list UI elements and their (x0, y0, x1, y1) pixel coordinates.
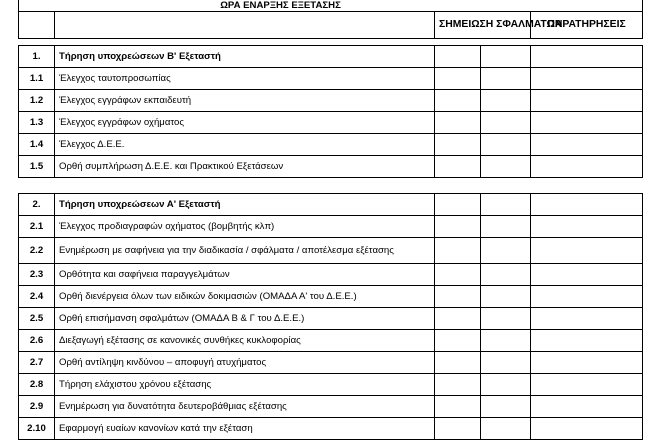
table-row (19, 112, 643, 134)
remarks-cell[interactable] (531, 396, 643, 418)
error-cell[interactable] (481, 112, 531, 134)
remarks-cell[interactable] (531, 418, 643, 440)
table-row (19, 90, 643, 112)
item-number: 1.4 (19, 134, 55, 156)
error-cell[interactable] (435, 396, 481, 418)
item-number: 2.10 (19, 418, 55, 440)
error-cell[interactable] (435, 134, 481, 156)
header-columns-row (19, 12, 643, 39)
table-row (19, 418, 643, 440)
item-number: 1.5 (19, 156, 55, 178)
item-text: Έλεγχος Δ.Ε.Ε. (55, 134, 435, 156)
error-cell[interactable] (481, 68, 531, 90)
item-number: 2.5 (19, 308, 55, 330)
item-number: 2.3 (19, 264, 55, 286)
error-cell[interactable] (481, 396, 531, 418)
remarks-cell[interactable] (531, 216, 643, 238)
item-text: Έλεγχος ταυτοπροσωπίας (55, 68, 435, 90)
error-cell[interactable] (435, 374, 481, 396)
error-cell[interactable] (435, 264, 481, 286)
remarks-column-header: ΠΑΡΑΤΗΡΗΣΕΙΣ (531, 12, 643, 39)
error-cell[interactable] (435, 68, 481, 90)
error-cell[interactable] (435, 112, 481, 134)
item-text: Ορθή επισήμανση σφαλμάτων (ΟΜΑΔΑ Β & Γ του Δ.Ε.Ε.) (55, 308, 435, 330)
table-row (19, 156, 643, 178)
form-header-table (18, 0, 643, 39)
item-number: 2.4 (19, 286, 55, 308)
error-cell[interactable] (435, 216, 481, 238)
item-text: Τήρηση ελάχιστου χρόνου εξέτασης (55, 374, 435, 396)
error-cell[interactable] (481, 418, 531, 440)
item-text: Ενημέρωση με σαφήνεια για την διαδικασία / σφάλματα / αποτέλεσμα εξέτασης (55, 238, 435, 264)
item-number: 2.7 (19, 352, 55, 374)
section1-title: Τήρηση υποχρεώσεων Β' Εξεταστή (55, 46, 435, 68)
section2-title-row (19, 194, 643, 216)
table-row (19, 134, 643, 156)
item-number: 1.2 (19, 90, 55, 112)
item-text: Ορθή συμπλήρωση Δ.Ε.Ε. και Πρακτικού Εξετάσεων (55, 156, 435, 178)
item-text: Ενημέρωση για δυνατότητα δευτεροβάθμιας εξέτασης (55, 396, 435, 418)
item-text: Ορθή αντίληψη κινδύνου – αποφυγή ατυχήματος (55, 352, 435, 374)
remarks-cell[interactable] (531, 68, 643, 90)
section2-table (18, 193, 643, 440)
item-number: 2.9 (19, 396, 55, 418)
item-number: 2.2 (19, 238, 55, 264)
error-cell[interactable] (435, 286, 481, 308)
remarks-cell[interactable] (531, 134, 643, 156)
error-cell[interactable] (481, 194, 531, 216)
header-desc-blank (55, 12, 435, 39)
table-row (19, 330, 643, 352)
error-cell[interactable] (481, 286, 531, 308)
table-row (19, 68, 643, 90)
item-number: 2.1 (19, 216, 55, 238)
exam-start-time-title: ΩΡΑ ΕΝΑΡΞΗΣ ΕΞΕΤΑΣΗΣ (19, 0, 643, 12)
item-number: 2.6 (19, 330, 55, 352)
error-cell[interactable] (481, 216, 531, 238)
error-cell[interactable] (481, 374, 531, 396)
table-row (19, 396, 643, 418)
item-text: Έλεγχος προδιαγραφών οχήματος (βομβητής κλπ) (55, 216, 435, 238)
section1-title-row (19, 46, 643, 68)
table-row (19, 374, 643, 396)
remarks-cell[interactable] (531, 194, 643, 216)
section1-number: 1. (19, 46, 55, 68)
section2-title: Τήρηση υποχρεώσεων Α' Εξεταστή (55, 194, 435, 216)
table-row (19, 238, 643, 264)
section2-number: 2. (19, 194, 55, 216)
item-number: 2.8 (19, 374, 55, 396)
errors-column-header: ΣΗΜΕΙΩΣΗ ΣΦΑΛΜΑΤΩΝ (435, 12, 531, 39)
error-cell[interactable] (435, 238, 481, 264)
section1-table (18, 45, 643, 178)
item-text: Έλεγχος εγγράφων οχήματος (55, 112, 435, 134)
remarks-cell[interactable] (531, 308, 643, 330)
remarks-cell[interactable] (531, 374, 643, 396)
table-row (19, 216, 643, 238)
item-text: Έλεγχος εγγράφων εκπαιδευτή (55, 90, 435, 112)
remarks-cell[interactable] (531, 90, 643, 112)
table-row (19, 352, 643, 374)
item-number: 1.3 (19, 112, 55, 134)
item-text: Ορθότητα και σαφήνεια παραγγελμάτων (55, 264, 435, 286)
remarks-cell[interactable] (531, 352, 643, 374)
error-cell[interactable] (435, 156, 481, 178)
error-cell[interactable] (435, 90, 481, 112)
remarks-cell[interactable] (531, 238, 643, 264)
error-cell[interactable] (435, 308, 481, 330)
remarks-cell[interactable] (531, 156, 643, 178)
item-text: Διεξαγωγή εξέτασης σε κανονικές συνθήκες κυκλοφορίας (55, 330, 435, 352)
error-cell[interactable] (481, 46, 531, 68)
remarks-cell[interactable] (531, 286, 643, 308)
remarks-cell[interactable] (531, 46, 643, 68)
error-cell[interactable] (435, 194, 481, 216)
item-number: 1.1 (19, 68, 55, 90)
error-cell[interactable] (435, 352, 481, 374)
remarks-cell[interactable] (531, 264, 643, 286)
error-cell[interactable] (481, 238, 531, 264)
error-cell[interactable] (435, 46, 481, 68)
error-cell[interactable] (481, 264, 531, 286)
header-title-row (19, 0, 643, 12)
error-cell[interactable] (481, 308, 531, 330)
header-num-blank (19, 12, 55, 39)
error-cell[interactable] (481, 134, 531, 156)
table-row (19, 308, 643, 330)
error-cell[interactable] (481, 330, 531, 352)
item-text: Ορθή διενέργεια όλων των ειδικών δοκιμασιών (ΟΜΑΔΑ Α' του Δ.Ε.Ε.) (55, 286, 435, 308)
remarks-cell[interactable] (531, 112, 643, 134)
table-row (19, 264, 643, 286)
error-cell[interactable] (435, 330, 481, 352)
item-text: Εφαρμογή ευαίων κανονίων κατά την εξέταση (55, 418, 435, 440)
table-row (19, 286, 643, 308)
error-cell[interactable] (435, 418, 481, 440)
error-cell[interactable] (481, 156, 531, 178)
error-cell[interactable] (481, 90, 531, 112)
error-cell[interactable] (481, 352, 531, 374)
remarks-cell[interactable] (531, 330, 643, 352)
